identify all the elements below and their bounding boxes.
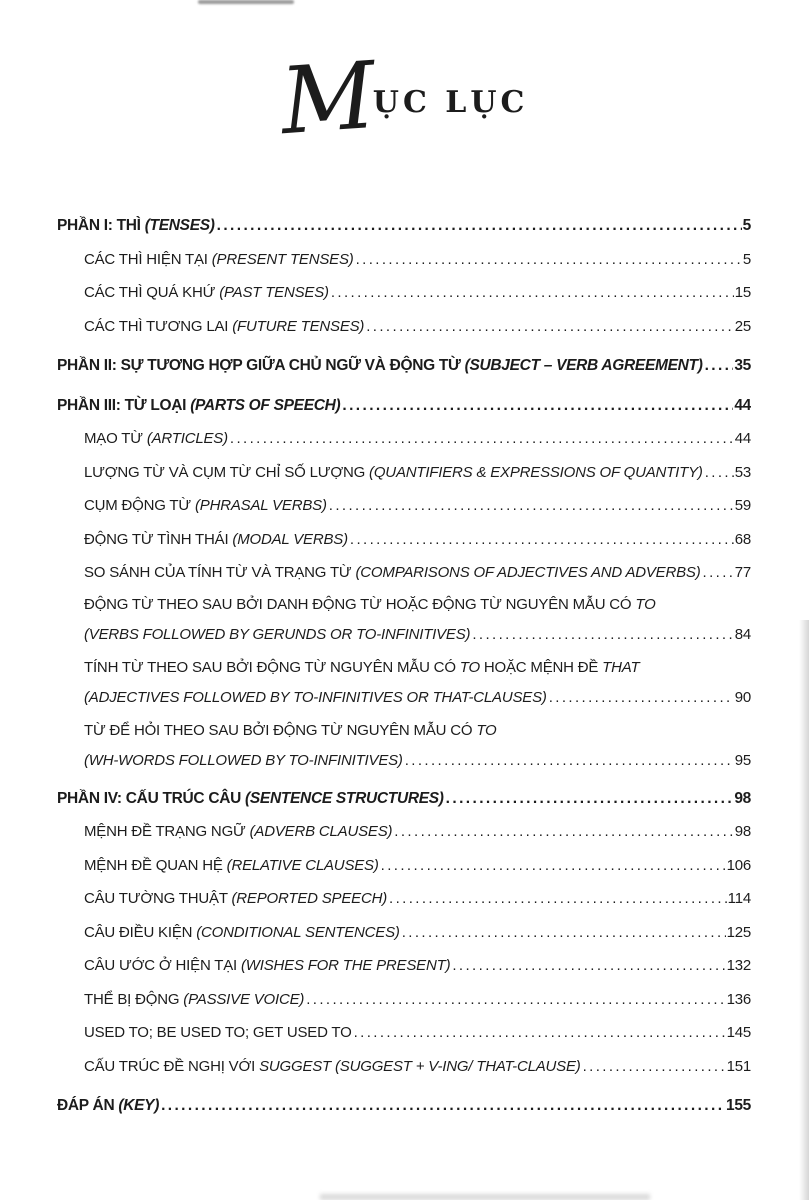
toc-text: TÍNH TỪ THEO SAU BỞI ĐỘNG TỪ NGUYÊN MẪU CÓ	[84, 658, 460, 676]
toc-entry	[57, 422, 751, 456]
toc-text-italic: (PRESENT TENSES)	[211, 250, 354, 268]
toc-entry-line	[57, 949, 751, 983]
toc-entry-text	[84, 1050, 581, 1084]
toc-entry-text	[84, 1016, 352, 1050]
toc-entry-line	[57, 815, 751, 849]
toc-text-italic: (PAST TENSES)	[219, 284, 329, 301]
toc-page-number: 136	[726, 990, 751, 1008]
toc-entry-text	[84, 456, 703, 490]
toc-text-italic: (RELATIVE CLAUSES)	[226, 856, 379, 874]
toc-entry-line	[57, 716, 751, 746]
toc-entry	[57, 916, 751, 950]
toc-entry	[57, 489, 751, 523]
toc-text: MỆNH ĐỀ TRẠNG NGỮ	[84, 823, 250, 840]
scan-artifact-bottom	[320, 1194, 650, 1200]
dot-leader	[230, 422, 734, 456]
toc-text-italic: TO	[476, 721, 497, 739]
title-initial: M	[276, 41, 379, 156]
toc-text: USED TO; BE USED TO; GET USED TO	[84, 1024, 352, 1041]
toc-entry-text	[84, 916, 400, 950]
toc-page-number: 98	[734, 823, 751, 840]
toc-entry-text	[57, 349, 703, 383]
toc-entry-text	[84, 276, 329, 310]
toc-entry-line	[57, 349, 751, 383]
toc-text: MỆNH ĐỀ QUAN HỆ	[84, 856, 227, 874]
dot-leader	[583, 1050, 726, 1084]
toc-text: CÁC THÌ TƯƠNG LAI	[84, 317, 233, 335]
scan-artifact-right-edge	[799, 620, 809, 1200]
toc-entry	[57, 310, 751, 344]
dot-leader	[452, 949, 725, 983]
toc-text-italic: THAT	[602, 658, 640, 676]
toc-page-number: 84	[734, 625, 751, 643]
dot-leader	[394, 815, 733, 849]
toc-page-number: 125	[726, 923, 751, 941]
toc-entry	[57, 653, 751, 713]
toc-page-number: 95	[734, 751, 751, 769]
toc-list	[57, 203, 751, 1123]
toc-page-number: 106	[726, 856, 751, 874]
page-title	[0, 41, 809, 156]
toc-entry	[57, 456, 751, 490]
toc-page-number: 132	[726, 957, 751, 974]
scan-artifact-top	[198, 0, 294, 4]
toc-text: PHẦN IV: CẤU TRÚC CÂU	[57, 789, 246, 807]
toc-text-italic: (ADJECTIVES FOLLOWED BY TO-INFINITIVES OR THAT-CLAUSES)	[84, 688, 547, 706]
toc-entry	[57, 276, 751, 310]
toc-text-italic: (VERBS FOLLOWED BY GERUNDS OR TO-INFINITIVES)	[84, 625, 471, 643]
toc-entry	[57, 1016, 751, 1050]
toc-entry-line	[57, 556, 751, 590]
toc-page-number: 151	[726, 1057, 751, 1075]
toc-entry-text	[84, 949, 450, 983]
toc-page-number: 90	[734, 688, 751, 706]
toc-entry-text	[84, 590, 656, 620]
dot-leader	[161, 1089, 725, 1123]
toc-entry-text	[84, 983, 304, 1017]
dot-leader	[217, 209, 742, 243]
toc-text: CÂU ĐIỀU KIỆN	[84, 923, 197, 941]
toc-entry	[57, 556, 751, 590]
dot-leader	[705, 349, 734, 383]
toc-entry-line	[57, 882, 751, 916]
toc-text: ĐỘNG TỪ TÌNH THÁI	[84, 530, 233, 548]
dot-leader	[381, 849, 726, 883]
toc-page-number: 155	[726, 1097, 751, 1114]
toc-text-italic: TO	[459, 658, 480, 676]
toc-text-italic: (ADVERB CLAUSES)	[249, 823, 393, 840]
toc-text-italic: (SUBJECT – VERB AGREEMENT)	[464, 357, 703, 374]
dot-leader	[549, 683, 734, 713]
toc-entry-line	[57, 590, 751, 620]
toc-entry-text	[84, 422, 228, 456]
toc-entry-line	[57, 782, 751, 816]
toc-text-italic: (KEY)	[118, 1097, 160, 1114]
toc-text: CÁC THÌ QUÁ KHỨ	[84, 284, 220, 301]
toc-text-italic: (SENTENCE STRUCTURES)	[245, 789, 444, 807]
dot-leader	[356, 243, 742, 277]
toc-entry-line	[57, 683, 751, 713]
toc-text-italic: (PASSIVE VOICE)	[183, 990, 305, 1008]
toc-entry-text	[84, 243, 354, 277]
toc-text-italic: (PHRASAL VERBS)	[194, 497, 327, 514]
toc-entry-text	[84, 716, 496, 746]
dot-leader	[331, 276, 734, 310]
toc-entry	[57, 1050, 751, 1084]
toc-entry-line	[57, 849, 751, 883]
toc-entry-line	[57, 422, 751, 456]
dot-leader	[402, 916, 726, 950]
toc-entry-text	[84, 882, 387, 916]
toc-entry-text	[84, 620, 470, 650]
toc-entry-text	[84, 683, 547, 713]
toc-page-number: 35	[734, 357, 751, 374]
toc-page-number: 25	[734, 317, 751, 335]
toc-page-number: 44	[734, 396, 751, 414]
toc-text-italic: (MODAL VERBS)	[232, 530, 348, 548]
toc-text: SO SÁNH CỦA TÍNH TỪ VÀ TRẠNG TỪ	[84, 564, 356, 581]
toc-text: THỂ BỊ ĐỘNG	[84, 990, 184, 1008]
toc-entry-line	[57, 916, 751, 950]
toc-text-italic: (FUTURE TENSES)	[232, 317, 365, 335]
dot-leader	[703, 556, 734, 590]
toc-entry-text	[84, 310, 364, 344]
toc-text-italic: (WH-WORDS FOLLOWED BY TO-INFINITIVES)	[84, 751, 403, 769]
dot-leader	[366, 310, 733, 344]
toc-text-italic: (REPORTED SPEECH)	[231, 890, 388, 907]
toc-entry-text	[57, 209, 215, 243]
toc-text: ĐÁP ÁN	[57, 1097, 119, 1114]
dot-leader	[306, 983, 725, 1017]
toc-entry-line	[57, 746, 751, 776]
toc-entry-text	[84, 746, 403, 776]
toc-text-italic: (CONDITIONAL SENTENCES)	[196, 923, 400, 941]
toc-entry-text	[84, 653, 639, 683]
toc-entry	[57, 716, 751, 776]
toc-entry-text	[57, 782, 444, 816]
toc-page-number: 53	[734, 463, 751, 481]
toc-entry	[57, 1089, 751, 1123]
title-rest: ỤC LỤC	[372, 85, 529, 120]
toc-text-italic: SUGGEST (SUGGEST + V-ING/ THAT-CLAUSE)	[259, 1057, 581, 1075]
toc-entry	[57, 815, 751, 849]
toc-entry-line	[57, 243, 751, 277]
toc-entry-line	[57, 209, 751, 243]
toc-page-number: 59	[734, 497, 751, 514]
toc-text: LƯỢNG TỪ VÀ CỤM TỪ CHỈ SỐ LƯỢNG	[84, 463, 370, 481]
dot-leader	[405, 746, 734, 776]
dot-leader	[342, 389, 733, 423]
toc-text: CÂU ƯỚC Ở HIỆN TẠI	[84, 957, 241, 974]
toc-entry	[57, 389, 751, 423]
toc-text: HOẶC MỆNH ĐỀ	[479, 658, 603, 676]
toc-text-italic: (COMPARISONS OF ADJECTIVES AND ADVERBS)	[355, 564, 701, 581]
toc-entry-line	[57, 653, 751, 683]
toc-entry-line	[57, 276, 751, 310]
toc-entry-line	[57, 523, 751, 557]
toc-page-number: 145	[726, 1024, 751, 1041]
toc-page-number: 5	[742, 217, 751, 234]
dot-leader	[354, 1016, 726, 1050]
toc-text-italic: TO	[635, 595, 656, 613]
toc-entry-text	[84, 849, 379, 883]
toc-entry	[57, 349, 751, 383]
toc-entry-text	[84, 523, 348, 557]
toc-entry-line	[57, 310, 751, 344]
toc-page-number: 68	[734, 530, 751, 548]
toc-entry-text	[84, 556, 701, 590]
toc-text-italic: (WISHES FOR THE PRESENT)	[240, 957, 451, 974]
toc-text: PHẦN I: THÌ	[57, 217, 145, 234]
toc-entry	[57, 782, 751, 816]
toc-text: PHẦN II: SỰ TƯƠNG HỢP GIỮA CHỦ NGỮ VÀ ĐỘNG TỪ	[57, 357, 465, 374]
toc-text: PHẦN III: TỪ LOẠI	[57, 396, 191, 414]
toc-page-number: 5	[742, 250, 751, 268]
dot-leader	[350, 523, 734, 557]
dot-leader	[329, 489, 734, 523]
toc-entry-line	[57, 1089, 751, 1123]
dot-leader	[446, 782, 734, 816]
toc-text-italic: (ARTICLES)	[146, 430, 228, 447]
toc-page-number: 15	[734, 284, 751, 301]
toc-text: ĐỘNG TỪ THEO SAU BỞI DANH ĐỘNG TỪ HOẶC ĐỘNG TỪ NGUYÊN MẪU CÓ	[84, 595, 636, 613]
toc-entry	[57, 243, 751, 277]
toc-entry	[57, 523, 751, 557]
toc-text: MẠO TỪ	[84, 430, 147, 447]
toc-entry-line	[57, 1050, 751, 1084]
toc-text: CÁC THÌ HIỆN TẠI	[84, 250, 212, 268]
toc-entry-text	[57, 389, 340, 423]
toc-entry-line	[57, 489, 751, 523]
toc-entry-text	[57, 1089, 159, 1123]
toc-text-italic: (QUANTIFIERS & EXPRESSIONS OF QUANTITY)	[369, 463, 703, 481]
dot-leader	[705, 456, 734, 490]
toc-entry	[57, 949, 751, 983]
toc-text: TỪ ĐỂ HỎI THEO SAU BỞI ĐỘNG TỪ NGUYÊN MẪU CÓ	[84, 721, 477, 739]
toc-text-italic: (PARTS OF SPEECH)	[190, 396, 341, 414]
toc-text-italic: (TENSES)	[144, 217, 215, 234]
toc-entry	[57, 209, 751, 243]
toc-entry	[57, 849, 751, 883]
toc-entry-text	[84, 815, 392, 849]
toc-entry	[57, 882, 751, 916]
toc-entry	[57, 983, 751, 1017]
dot-leader	[472, 620, 733, 650]
toc-page-number: 114	[727, 890, 751, 907]
toc-page-number: 98	[734, 789, 751, 807]
toc-entry-text	[84, 489, 327, 523]
toc-text: CÂU TƯỜNG THUẬT	[84, 890, 232, 907]
toc-page-number: 44	[734, 430, 751, 447]
toc-text: CỤM ĐỘNG TỪ	[84, 497, 195, 514]
toc-entry	[57, 590, 751, 650]
dot-leader	[389, 882, 727, 916]
toc-entry-line	[57, 983, 751, 1017]
toc-entry-line	[57, 389, 751, 423]
toc-entry-line	[57, 456, 751, 490]
toc-page-number: 77	[734, 564, 751, 581]
toc-entry-line	[57, 1016, 751, 1050]
toc-entry-line	[57, 620, 751, 650]
toc-text: CẤU TRÚC ĐỀ NGHỊ VỚI	[84, 1057, 260, 1075]
